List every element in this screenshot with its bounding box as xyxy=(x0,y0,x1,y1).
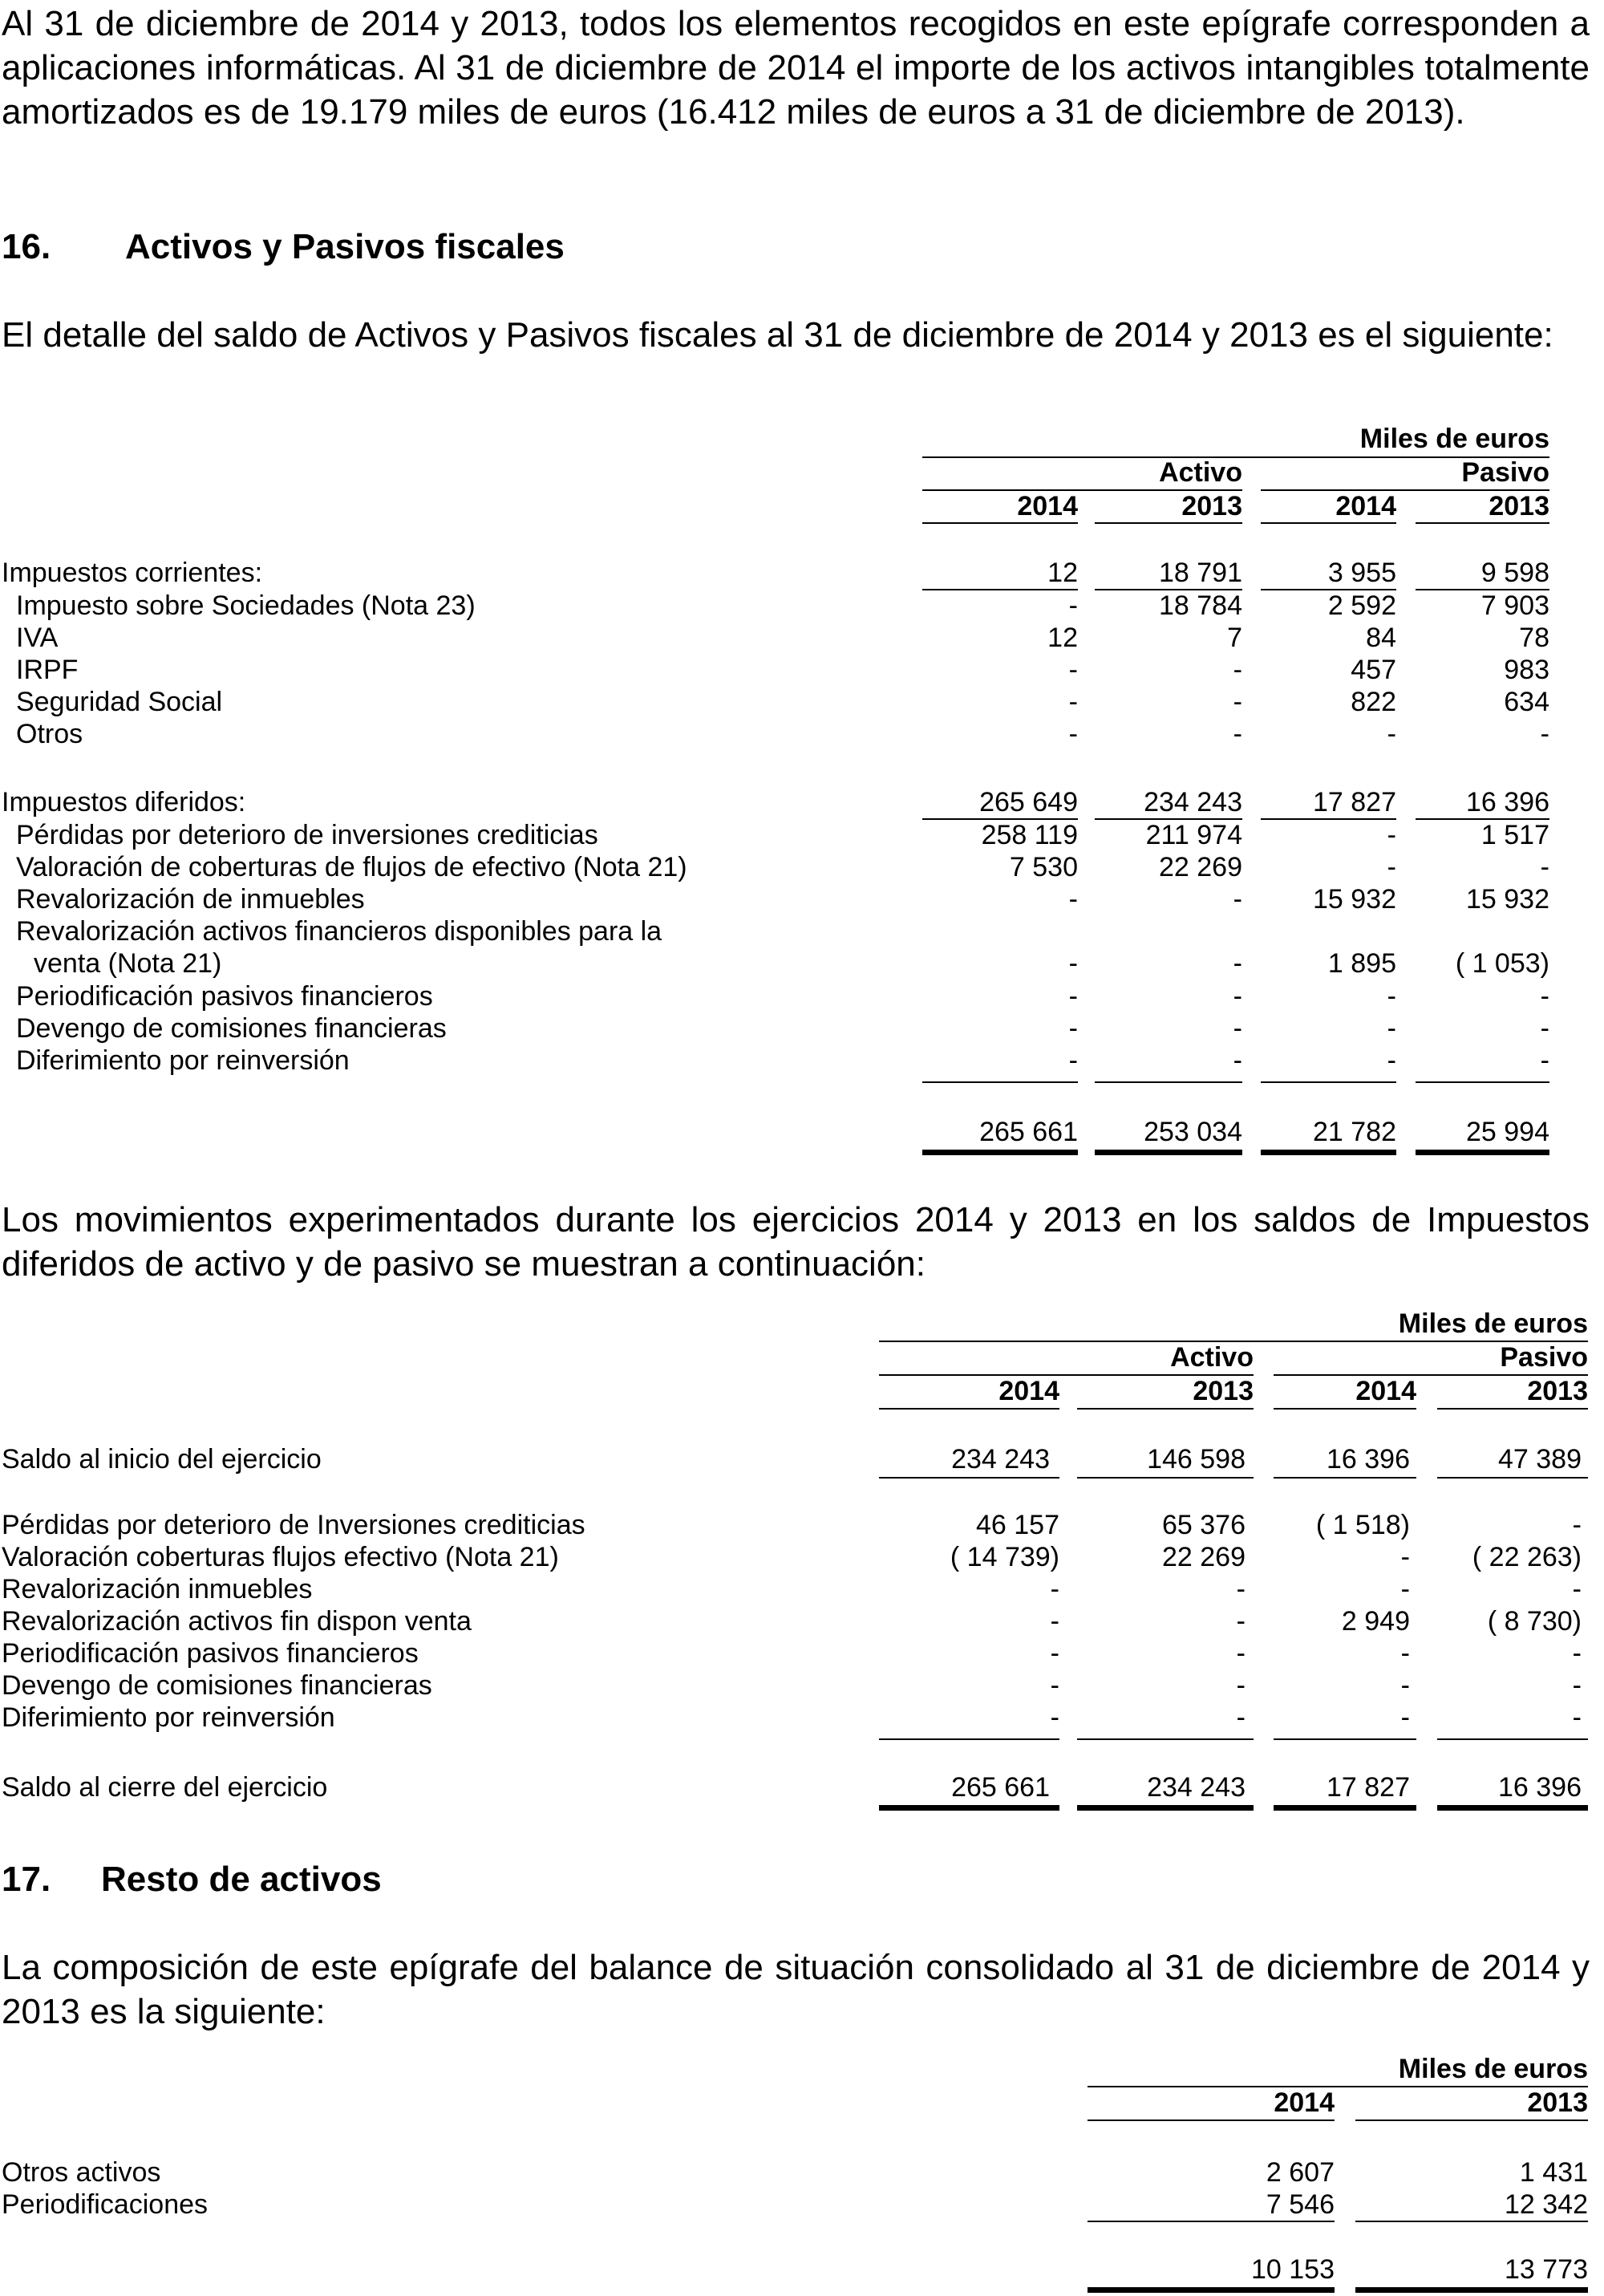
table2-row-value: 65 376 xyxy=(1162,1510,1246,1540)
table1-row-value: - xyxy=(1387,719,1396,749)
table3-row-label: Otros activos xyxy=(2,2157,161,2188)
table1-group-row xyxy=(0,456,1604,489)
table2-year: 2013 xyxy=(1193,1376,1254,1406)
table2-row-label: Pérdidas por deterioro de Inversiones crediticias xyxy=(2,1510,585,1540)
table2-row-value: - xyxy=(1400,1702,1410,1733)
table2-row-value: - xyxy=(1050,1606,1059,1637)
table2-opening-value: 16 396 xyxy=(1327,1444,1410,1475)
table1-years-row xyxy=(0,490,1604,522)
table2-row-label: Periodificación pasivos financieros xyxy=(2,1638,419,1669)
table1-row-value: - xyxy=(1233,719,1242,749)
table2-closing-value: 265 661 xyxy=(951,1772,1050,1803)
table1-row-value: 822 xyxy=(1351,687,1396,717)
table1-total-value: 25 994 xyxy=(1466,1117,1549,1147)
table1-row xyxy=(0,590,1604,622)
table2-row-value: - xyxy=(1400,1574,1410,1604)
table1-row-value: - xyxy=(1387,852,1396,882)
table1-row-value: 22 269 xyxy=(1159,852,1242,882)
table1-row-value: 9 598 xyxy=(1480,558,1549,588)
table1-row-value: 78 xyxy=(1519,623,1549,653)
table2-year: 2014 xyxy=(1355,1376,1416,1406)
table1-row-label: Revalorización de inmuebles xyxy=(16,884,365,915)
table1-row xyxy=(0,980,1604,1012)
table1-total-row xyxy=(0,1116,1604,1148)
table1-row-label: IVA xyxy=(16,623,59,653)
table2-row xyxy=(0,1702,1604,1734)
table1-row-value: - xyxy=(1540,1013,1549,1044)
table2-row-value: - xyxy=(1400,1670,1410,1701)
table1-row xyxy=(0,1012,1604,1045)
table2-row-value: - xyxy=(1236,1638,1246,1669)
table3-row xyxy=(0,2189,1604,2221)
table2-row-value: - xyxy=(1236,1574,1246,1604)
table1-year: 2014 xyxy=(1017,491,1078,521)
table3-total-value: 13 773 xyxy=(1505,2254,1588,2285)
table1-row-value: 3 955 xyxy=(1327,558,1396,588)
table1-row-value: - xyxy=(1233,948,1242,979)
table1-row-value: - xyxy=(1233,1013,1242,1044)
table1-row-value: - xyxy=(1540,981,1549,1012)
table1-row-value: - xyxy=(1387,981,1396,1012)
table2-year: 2014 xyxy=(998,1376,1059,1406)
table2-row xyxy=(0,1669,1604,1702)
table1-row-label: Valoración de coberturas de flujos de efectivo (Nota 21) xyxy=(16,852,687,882)
table1-units-row xyxy=(0,423,1604,455)
table1-row-label: Pérdidas por deterioro de inversiones crediticias xyxy=(16,820,598,850)
table1-row-value: 983 xyxy=(1504,655,1549,685)
table2-row-value: - xyxy=(1572,1510,1582,1540)
table2-closing-row xyxy=(0,1771,1604,1803)
table2-row-value: ( 14 739) xyxy=(950,1542,1059,1572)
table1-row-value: 211 974 xyxy=(1145,820,1242,850)
section-16-number: 16. xyxy=(2,227,51,266)
table2-row-value: - xyxy=(1050,1574,1059,1604)
table1-row-value: - xyxy=(1540,719,1549,749)
table1-row-value: - xyxy=(1068,687,1078,717)
table1-row-value: 15 932 xyxy=(1466,884,1549,915)
table2-closing-value: 17 827 xyxy=(1327,1772,1410,1803)
table1-row xyxy=(0,947,1604,980)
table1-row-value: - xyxy=(1540,1045,1549,1076)
section-16-paragraph-2: Los movimientos experimentados durante los ejercicios 2014 y 2013 en los saldos de Impuestos diferidos de activo y de pasivo se muestran a continuación: xyxy=(2,1200,1590,1284)
table1-row-label: venta (Nota 21) xyxy=(34,948,222,979)
table2-row-value: - xyxy=(1236,1702,1246,1733)
table3-total-row xyxy=(0,2253,1604,2286)
table1-row-value: 634 xyxy=(1504,687,1549,717)
table1-row xyxy=(0,654,1604,686)
table1-row-value: - xyxy=(1387,820,1396,850)
table1-row-label: Impuesto sobre Sociedades (Nota 23) xyxy=(16,590,476,621)
table2-opening-row xyxy=(0,1443,1604,1475)
table2-row-value: - xyxy=(1400,1638,1410,1669)
table1-row-value: - xyxy=(1387,1013,1396,1044)
table2-row-label: Valoración coberturas flujos efectivo (Nota 21) xyxy=(2,1542,559,1572)
table1-row-value: 12 xyxy=(1047,558,1078,588)
table2-row-label: Diferimiento por reinversión xyxy=(2,1702,335,1733)
table1-year: 2013 xyxy=(1489,491,1549,521)
table1-row-value: - xyxy=(1387,1045,1396,1076)
table1-row-value: 265 649 xyxy=(979,787,1078,817)
table1-year: 2014 xyxy=(1335,491,1396,521)
table1-row-value: - xyxy=(1233,981,1242,1012)
table1-row xyxy=(0,915,1604,947)
table1-row-label: Seguridad Social xyxy=(16,687,223,717)
table2-year: 2013 xyxy=(1527,1376,1588,1406)
table3-year: 2014 xyxy=(1274,2087,1335,2118)
table1-row-label: Devengo de comisiones financieras xyxy=(16,1013,447,1044)
table3-years-row xyxy=(0,2087,1604,2119)
table1-row-value: 457 xyxy=(1351,655,1396,685)
table2-row-value: ( 22 263) xyxy=(1472,1542,1582,1572)
table2-opening-value: 146 598 xyxy=(1147,1444,1246,1475)
table1-row-value: - xyxy=(1540,852,1549,882)
section-17-heading xyxy=(2,1857,382,1901)
section-17-title: Resto de activos xyxy=(101,1860,382,1899)
table1-row-label: IRPF xyxy=(16,655,79,685)
table1-row-value: 7 530 xyxy=(1009,852,1078,882)
table2-row-value: - xyxy=(1572,1638,1582,1669)
table2-row xyxy=(0,1509,1604,1541)
table1-units: Miles de euros xyxy=(1359,424,1549,454)
table1-row-label: Otros xyxy=(16,719,83,749)
table1-row-value: - xyxy=(1233,687,1242,717)
table2-units: Miles de euros xyxy=(1398,1308,1588,1339)
table3-row xyxy=(0,2156,1604,2189)
table1-row xyxy=(0,819,1604,851)
table1-row-value: 1 895 xyxy=(1327,948,1396,979)
table2-row-value: - xyxy=(1400,1542,1410,1572)
table1-row xyxy=(0,883,1604,915)
table2-closing-value: 16 396 xyxy=(1498,1772,1582,1803)
table1-row-label: Impuestos diferidos: xyxy=(2,787,246,817)
table1-group-activo: Activo xyxy=(1159,457,1242,488)
table2-row-value: - xyxy=(1050,1638,1059,1669)
table3-units-row xyxy=(0,2053,1604,2085)
table1-row-value: 16 396 xyxy=(1466,787,1549,817)
table2-group-pasivo: Pasivo xyxy=(1500,1342,1588,1373)
section-16-heading xyxy=(2,225,565,269)
table3-row-label: Periodificaciones xyxy=(2,2189,209,2220)
table3-row-value: 12 342 xyxy=(1505,2189,1588,2220)
table2-row xyxy=(0,1605,1604,1637)
intro-paragraph: Al 31 de diciembre de 2014 y 2013, todos los elementos recogidos en este epígrafe corresponden a aplicaciones informáticas. Al 31 de diciembre de 2014 el importe de los activos intangibles totalmente amortizados es de 19.179 miles de euros (16.412 miles de euros a 31 de diciembre de 2013). xyxy=(2,4,1590,132)
table1-row xyxy=(0,622,1604,654)
table3-units: Miles de euros xyxy=(1398,2054,1588,2084)
table2-row-value: - xyxy=(1572,1670,1582,1701)
table2-opening-value: 47 389 xyxy=(1498,1444,1582,1475)
table1-total-value: 253 034 xyxy=(1144,1117,1242,1147)
table3-total-value: 10 153 xyxy=(1251,2254,1335,2285)
table1-row-label: Diferimiento por reinversión xyxy=(16,1045,350,1076)
table1-row xyxy=(0,1045,1604,1077)
table3-row-value: 7 546 xyxy=(1266,2189,1335,2220)
table1-row-label: Impuestos corrientes: xyxy=(2,558,263,588)
table2-row-value: - xyxy=(1572,1702,1582,1733)
table1-total-value: 265 661 xyxy=(979,1117,1078,1147)
table1-row-value: 1 517 xyxy=(1480,820,1549,850)
table2-opening-value: 234 243 xyxy=(951,1444,1050,1475)
table1-row-value: - xyxy=(1068,981,1078,1012)
table1-row-value: 7 903 xyxy=(1480,590,1549,621)
table2-group-row xyxy=(0,1341,1604,1373)
table1-row-value: 2 592 xyxy=(1327,590,1396,621)
table2-opening-label: Saldo al inicio del ejercicio xyxy=(2,1444,322,1475)
table1-year: 2013 xyxy=(1181,491,1242,521)
table1-row-value: - xyxy=(1068,1045,1078,1076)
table2-row-label: Revalorización activos fin dispon venta xyxy=(2,1606,472,1637)
table1-row-value: - xyxy=(1068,719,1078,749)
table1-row-value: 258 119 xyxy=(981,820,1078,850)
table1-row-value: 7 xyxy=(1227,623,1242,653)
table2-row-label: Devengo de comisiones financieras xyxy=(2,1670,432,1701)
table1-row-value: - xyxy=(1068,948,1078,979)
table2-row-label: Revalorización inmuebles xyxy=(2,1574,313,1604)
table1-row xyxy=(0,851,1604,883)
table2-row-value: - xyxy=(1236,1670,1246,1701)
table2-units-row xyxy=(0,1308,1604,1340)
table2-row xyxy=(0,1637,1604,1669)
section-16-paragraph: El detalle del saldo de Activos y Pasivos fiscales al 31 de diciembre de 2014 y 2013 es el siguiente: xyxy=(2,315,1553,355)
table1-row-value: 12 xyxy=(1047,623,1078,653)
table1-row-value: 18 784 xyxy=(1159,590,1242,621)
table3-year: 2013 xyxy=(1527,2087,1588,2118)
table2-row-value: - xyxy=(1236,1606,1246,1637)
table1-row xyxy=(0,718,1604,750)
table2-closing-value: 234 243 xyxy=(1147,1772,1246,1803)
table1-row-value: - xyxy=(1068,655,1078,685)
section-17-number: 17. xyxy=(2,1860,51,1899)
table1-row-value: - xyxy=(1068,884,1078,915)
table1-row-value: 18 791 xyxy=(1159,558,1242,588)
table2-row-value: 46 157 xyxy=(976,1510,1059,1540)
table1-row-label: Revalorización activos financieros disponibles para la xyxy=(16,916,662,947)
table1-row-value: ( 1 053) xyxy=(1455,948,1549,979)
table1-group-pasivo: Pasivo xyxy=(1461,457,1549,488)
table1-row-value: 15 932 xyxy=(1313,884,1396,915)
table2-row-value: 2 949 xyxy=(1341,1606,1410,1637)
table1-row-value: - xyxy=(1233,884,1242,915)
table2-years-row xyxy=(0,1375,1604,1407)
table1-row-value: - xyxy=(1233,1045,1242,1076)
table2-row-value: ( 8 730) xyxy=(1487,1606,1582,1637)
table1-row xyxy=(0,557,1604,589)
table1-row-value: - xyxy=(1068,590,1078,621)
table2-closing-label: Saldo al cierre del ejercicio xyxy=(2,1772,328,1803)
table1-row-value: - xyxy=(1068,1013,1078,1044)
table3-row-value: 2 607 xyxy=(1266,2157,1335,2188)
table2-row-value: - xyxy=(1050,1670,1059,1701)
table2-row xyxy=(0,1573,1604,1605)
table2-row-value: ( 1 518) xyxy=(1315,1510,1410,1540)
table2-row-value: - xyxy=(1050,1702,1059,1733)
table2-row-value: 22 269 xyxy=(1162,1542,1246,1572)
table2-group-activo: Activo xyxy=(1170,1342,1254,1373)
table1-row xyxy=(0,786,1604,818)
table1-row-value: 234 243 xyxy=(1144,787,1242,817)
table2-row xyxy=(0,1541,1604,1573)
table1-row xyxy=(0,686,1604,718)
table1-row-value: - xyxy=(1233,655,1242,685)
table1-row-value: 84 xyxy=(1366,623,1396,653)
table1-row-label: Periodificación pasivos financieros xyxy=(16,981,433,1012)
section-16-title: Activos y Pasivos fiscales xyxy=(125,227,565,266)
table3-row-value: 1 431 xyxy=(1519,2157,1588,2188)
table1-total-value: 21 782 xyxy=(1313,1117,1396,1147)
table1-row-value: 17 827 xyxy=(1313,787,1396,817)
table2-row-value: - xyxy=(1572,1574,1582,1604)
section-17-paragraph: La composición de este epígrafe del balance de situación consolidado al 31 de diciembre de 2014 y 2013 es la siguiente: xyxy=(2,1948,1590,2031)
